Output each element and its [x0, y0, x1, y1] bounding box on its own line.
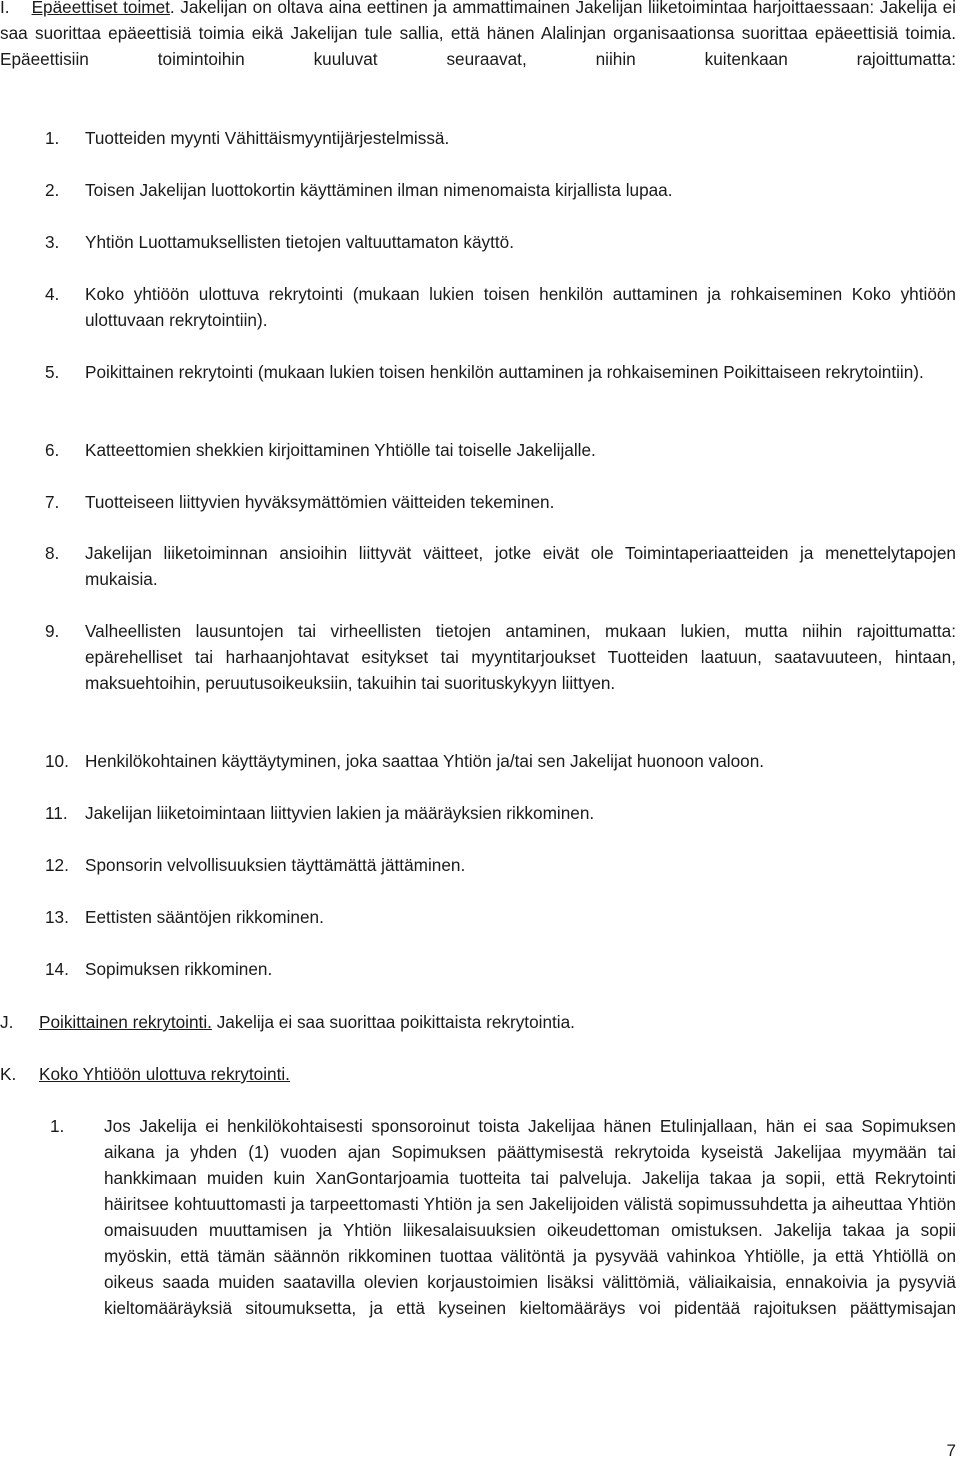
list-item-number: 5. [45, 362, 60, 382]
section-k-heading: Koko Yhtiöön ulottuva rekrytointi. [39, 1064, 290, 1084]
list-item-number: 10. [45, 751, 69, 771]
page-number: 7 [946, 1441, 956, 1460]
list-item: Valheellisten lausuntojen tai virheellisten tietojen antaminen, mukaan lukien, mutta niihin rajoittumatta: epärehelliset tai harhaanjohtavat esitykset tai myyntitarjoukset Tuotteiden laatuun, saatavuuteen, hintaan, maksuehtoihin, peruutusoikeuksiin, takuihin tai suorituskykyyn liittyen. [85, 621, 956, 693]
section-i-letter: I. [0, 0, 10, 17]
list-item-number: 12. [45, 855, 69, 875]
list-item: Sponsorin velvollisuuksien täyttämättä jättäminen. [85, 855, 466, 875]
list-item-number: 14. [45, 959, 69, 979]
section-i-intro: . Jakelijan on oltava aina eettinen ja ammattimainen Jakelijan liiketoimintaa harjoittaessaan: Jakelija ei saa suorittaa epäeettisiä toimia eikä Jakelijan tule sallia, että hänen Alalinjan organisaationsa suorittaa epäeettisiä toimia. Epäeettisiin toimintoihin kuuluvat seuraavat, niihin kuitenkaan rajoittumatta: [0, 0, 956, 69]
section-j-letter: J. [0, 1012, 14, 1032]
list-item-number: 8. [45, 543, 60, 563]
list-item: Tuotteiseen liittyvien hyväksymättömien väitteiden tekeminen. [85, 492, 555, 512]
list-item-number: 3. [45, 232, 60, 252]
list-item-number: 1. [45, 128, 60, 148]
list-item: Tuotteiden myynti Vähittäismyyntijärjestelmissä. [85, 128, 450, 148]
list-item: Jakelijan liiketoimintaan liittyvien lakien ja määräyksien rikkominen. [85, 803, 595, 823]
list-item: Eettisten sääntöjen rikkominen. [85, 907, 324, 927]
list-item: Toisen Jakelijan luottokortin käyttäminen ilman nimenomaista kirjallista lupaa. [85, 180, 673, 200]
list-item: Yhtiön Luottamuksellisten tietojen valtuuttamaton käyttö. [85, 232, 514, 252]
list-item-number: 2. [45, 180, 60, 200]
section-k-item-text: Jos Jakelija ei henkilökohtaisesti sponsoroinut toista Jakelijaa hänen Etulinjallaan, hän ei saa Sopimuksen aikana ja yhden (1) vuoden ajan Sopimuksen päättymisestä rekrytoida kyseistä Jakelijaa myymään tai hankkimaan muiden kuin XanGontarjoamia tuotteita tai palveluja. Jakelija takaa ja sopii, että Rekrytointi häiritsee kohtuuttomasti ja tarpeettomasti Yhtiön ja sen Jakelijoiden välistä sopimussuhdetta ja aiheuttaa Yhtiön omaisuuden muuttamisen ja Yhtiön liikesalaisuuksien oikeudettoman omistuksen. Jakelija takaa ja sopii myöskin, että tämän säännön rikkominen tuottaa välitöntä ja pysyvää vahinkoa Yhtiölle, ja että Yhtiöllä on oikeus saada muiden saatavilla olevien korjaustoimien lisäksi välittömiä, väliaikaisia, ennakoivia ja pysyviä kieltomääräyksiä sitoumuksetta, ja että kyseinen kieltomääräys voi pidentää rajoituksen päättymisajan [104, 1116, 956, 1318]
list-item: Henkilökohtainen käyttäytyminen, joka saattaa Yhtiön ja/tai sen Jakelijat huonoon valoon. [85, 751, 765, 771]
section-j-heading: Poikittainen rekrytointi. [39, 1012, 212, 1032]
section-i-paragraph [0, 0, 956, 72]
section-k-letter: K. [0, 1064, 17, 1084]
list-item-number: 4. [45, 284, 60, 304]
section-i-heading: Epäeettiset toimet [31, 0, 170, 17]
list-item-number: 9. [45, 621, 60, 641]
section-j-line [39, 1009, 575, 1035]
list-item-number: 13. [45, 907, 69, 927]
list-item: Koko yhtiöön ulottuva rekrytointi (mukaan lukien toisen henkilön auttaminen ja rohkaiseminen Koko yhtiöön ulottuvaan rekrytointiin). [85, 284, 956, 330]
list-item: Jakelijan liiketoiminnan ansioihin liittyvät väitteet, jotke eivät ole Toimintaperiaatteiden ja menettelytapojen mukaisia. [85, 543, 956, 589]
section-k-item-number: 1. [50, 1116, 65, 1136]
section-j-text: Jakelija ei saa suorittaa poikittaista rekrytointia. [216, 1012, 575, 1032]
list-item: Katteettomien shekkien kirjoittaminen Yhtiölle tai toiselle Jakelijalle. [85, 440, 596, 460]
list-item: Sopimuksen rikkominen. [85, 959, 273, 979]
list-item-number: 11. [45, 803, 68, 823]
list-item-number: 6. [45, 440, 60, 460]
list-item-number: 7. [45, 492, 60, 512]
list-item: Poikittainen rekrytointi (mukaan lukien toisen henkilön auttaminen ja rohkaiseminen Poikittaiseen rekrytointiin). [85, 362, 924, 382]
